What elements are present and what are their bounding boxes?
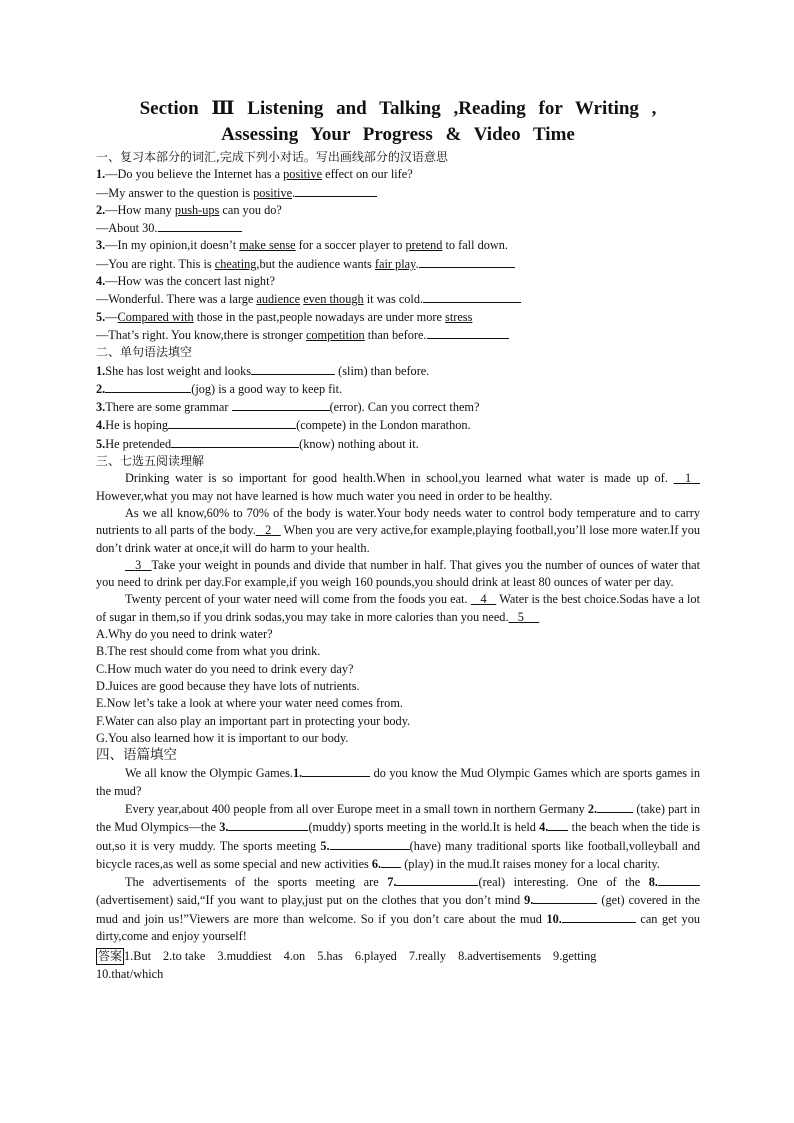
dialog-text: —My answer to the question is xyxy=(96,185,254,200)
blank-number: 3. xyxy=(219,820,229,835)
option-c: C.How much water do you need to drink every day? xyxy=(96,661,354,676)
dialog-text: than before. xyxy=(364,327,427,342)
paragraph-text: Twenty percent of your water need will come from the foods you eat. xyxy=(125,592,468,607)
blank-number: 1. xyxy=(293,766,303,781)
answer-blank[interactable] xyxy=(295,184,377,197)
option-e: E.Now let’s take a look at where your water need comes from. xyxy=(96,696,403,711)
cloze-paragraph-3 xyxy=(96,873,700,945)
dialog-text: those in the past,people nowadays are under more xyxy=(193,309,446,324)
paragraph-text: (take) part in the Mud Olympics—the xyxy=(96,801,700,835)
paragraph-text: Drinking water is so important for good health.When in school,you learned what water is made up of. xyxy=(125,471,668,486)
answer-blank[interactable] xyxy=(381,855,401,868)
part1-heading: 一、复习本部分的词汇,完成下列小对话。写出画线部分的汉语意思 xyxy=(96,150,448,164)
answer-blank[interactable] xyxy=(423,290,521,303)
question-number: 2. xyxy=(96,202,106,217)
sentence-text: There are some grammar xyxy=(105,400,232,415)
page-title xyxy=(96,96,700,148)
paragraph-text: When you are very active,for example,playing football,you’ll lose more water.If you don’t drink water at once,it will do harm to your health. xyxy=(96,523,700,555)
paragraph-text: The advertisements of the sports meeting are xyxy=(125,875,388,890)
underlined-term: push-ups xyxy=(174,202,220,217)
underlined-term: cheating xyxy=(214,256,257,271)
answer-4: 4.on xyxy=(283,949,306,964)
question-number: 3. xyxy=(96,400,106,415)
title-line-2: Assessing Your Progress & Video Time xyxy=(221,124,575,145)
p2-q4 xyxy=(96,416,700,434)
paragraph-text: (get) covered in the mud and join us!”Viewers are more than welcome. So if you don’t care about the mud xyxy=(96,893,701,926)
p1-q3-line-b xyxy=(96,255,700,273)
gap-3[interactable] xyxy=(125,558,152,572)
reading-paragraph-2 xyxy=(96,505,700,557)
blank-number: 2. xyxy=(587,801,598,816)
paragraph-text: (real) interesting. One of the xyxy=(478,875,649,890)
option-d: D.Juices are good because they have lots of nutrients. xyxy=(96,678,360,693)
answer-blank[interactable] xyxy=(168,416,296,429)
sentence-text: (compete) in the London marathon. xyxy=(296,418,471,433)
answer-blank[interactable] xyxy=(158,219,242,232)
underlined-term: make sense xyxy=(239,238,296,253)
question-number: 5. xyxy=(96,309,106,324)
gap-number: 3 xyxy=(135,557,142,572)
p1-q2-line-b xyxy=(96,219,700,237)
reading-paragraph-4 xyxy=(96,591,700,626)
answer-key-label: 答案 xyxy=(98,949,123,964)
p1-q4-line-a xyxy=(96,273,700,290)
p2-q5 xyxy=(96,435,700,453)
dialog-text: —Do you believe the Internet has a xyxy=(105,167,284,182)
sentence-text: He pretended xyxy=(105,436,172,451)
paragraph-text: However,what you may not have learned is how much water you need in order to be healthy. xyxy=(96,488,553,503)
answer-9: 9.getting xyxy=(553,949,597,964)
answer-blank[interactable] xyxy=(251,362,335,375)
p1-q5-line-b xyxy=(96,326,700,344)
paragraph-text: Water is the best choice.Sodas have a lot of sugar in them,so if you drink sodas,you may take in more calories than you need. xyxy=(96,592,700,624)
answer-blank[interactable] xyxy=(419,255,515,268)
p1-q4-line-b xyxy=(96,290,700,308)
sentence-text: (know) nothing about it. xyxy=(299,436,419,451)
sentence-text: (slim) than before. xyxy=(335,363,430,378)
answer-8: 8.advertisements xyxy=(458,949,542,964)
gap-1[interactable] xyxy=(674,471,700,485)
answer-blank[interactable] xyxy=(105,380,191,393)
paragraph-text: Take your weight in pounds and divide that number in half. That gives you the number of ounces of water that you need to drink per day.For example,if you weigh 160 pounds,you should drink at least 80 ounces of water per day. xyxy=(96,557,700,590)
paragraph-text: (advertisement) said,“If you want to play,just put on the clothes that you don’t mind xyxy=(96,893,525,908)
paragraph-text: the beach when the tide is out,so it is very muddy. The sports meeting xyxy=(96,820,701,853)
paragraph-text: We all know the Olympic Games. xyxy=(125,766,293,781)
answer-10: 10.that/which xyxy=(96,966,164,981)
blank-number: 6. xyxy=(371,856,382,871)
title-line-1: Section Ⅲ Listening and Talking ,Reading for Writing , xyxy=(139,98,657,119)
answer-blank[interactable] xyxy=(232,398,330,411)
option-b: B.The rest should come from what you drink. xyxy=(96,644,321,659)
dialog-text: —About 30. xyxy=(96,221,158,236)
dialog-text: —How was the concert last night? xyxy=(105,274,275,289)
cloze-paragraph-2 xyxy=(96,800,700,873)
p2-q2 xyxy=(96,380,700,398)
dialog-text: —You are right. This is xyxy=(96,256,215,271)
answer-blank[interactable] xyxy=(330,837,410,850)
paragraph-text: do you know the Mud Olympic Games which are sports games in the mud? xyxy=(96,766,700,798)
dialog-text: it was cold. xyxy=(363,292,424,307)
answer-6: 6.played xyxy=(354,949,397,964)
gap-number: 4 xyxy=(480,592,487,607)
sentence-text: (error). Can you correct them? xyxy=(329,400,480,415)
blank-number: 8. xyxy=(648,875,658,890)
option-a: A.Why do you need to drink water? xyxy=(96,627,273,642)
blank-number: 5. xyxy=(320,838,330,853)
p2-q3 xyxy=(96,398,700,416)
paragraph-text: can get you dirty,come and enjoy yourself! xyxy=(96,911,700,944)
answer-3: 3.muddiest xyxy=(217,949,272,964)
answer-blank[interactable] xyxy=(302,764,370,777)
question-number: 2. xyxy=(96,381,106,396)
underlined-term: even though xyxy=(303,292,364,307)
gap-number: 5 xyxy=(517,609,524,624)
blank-number: 9. xyxy=(524,893,534,908)
paragraph-text: (have) many traditional sports like football,volleyball and bicycle races,as well as some special and new activities xyxy=(96,838,700,871)
answer-blank[interactable] xyxy=(562,910,636,923)
underlined-term: fair play xyxy=(374,256,416,271)
question-number: 3. xyxy=(96,238,106,253)
blank-number: 7. xyxy=(387,875,397,890)
answer-blank[interactable] xyxy=(228,818,308,831)
p1-q1-line-a xyxy=(96,166,700,183)
answer-key-line xyxy=(96,948,700,965)
part3-heading: 三、七选五阅读理解 xyxy=(96,454,205,469)
answer-blank[interactable] xyxy=(396,873,478,886)
dialog-text: — xyxy=(105,309,118,324)
p1-q3-line-a xyxy=(96,237,700,254)
underlined-term: positive xyxy=(253,185,293,200)
paragraph-text: As we all know,60% to 70% of the body is water.Your body needs water to control body temperature and to carry nutrients to all parts of the body. xyxy=(96,505,700,538)
answer-2: 2.to take xyxy=(163,949,206,964)
sentence-text: (jog) is a good way to keep fit. xyxy=(191,381,343,396)
underlined-term: pretend xyxy=(405,238,443,253)
blank-number: 4. xyxy=(539,820,549,835)
dialog-text: ,but the audience wants xyxy=(256,256,375,271)
answer-blank[interactable] xyxy=(171,435,299,448)
option-g: G.You also learned how it is important to our body. xyxy=(96,730,349,745)
part4-heading: 四、语篇填空 xyxy=(96,747,177,764)
underlined-term: Compared with xyxy=(117,309,194,324)
option-f: F.Water can also play an important part in protecting your body. xyxy=(96,713,411,728)
sentence-text: She has lost weight and looks xyxy=(105,363,252,378)
reading-paragraph-3 xyxy=(96,557,700,592)
dialog-text: . xyxy=(415,256,419,271)
p1-q2-line-a xyxy=(96,202,700,219)
dialog-text: —In my opinion,it doesn’t xyxy=(105,238,240,253)
cloze-paragraph-1 xyxy=(96,764,700,800)
question-number: 4. xyxy=(96,418,106,433)
question-number: 5. xyxy=(96,436,106,451)
gap-2[interactable] xyxy=(256,523,281,537)
dialog-text: —Wonderful. There was a large xyxy=(96,292,257,307)
dialog-text: . xyxy=(292,185,296,200)
gap-5[interactable] xyxy=(509,610,540,624)
question-number: 4. xyxy=(96,274,106,289)
dialog-text: —That’s right. You know,there is stronger xyxy=(96,327,306,342)
question-number: 1. xyxy=(96,167,106,182)
dialog-text: effect on our life? xyxy=(322,167,413,182)
dialog-text: to fall down. xyxy=(442,238,508,253)
gap-number: 1 xyxy=(685,471,692,486)
paragraph-text: (muddy) sports meeting in the world.It is held xyxy=(308,820,540,835)
gap-number: 2 xyxy=(265,523,272,538)
p2-q1 xyxy=(96,362,700,380)
paragraph-text: Every year,about 400 people from all over Europe meet in a small town in northern Germany xyxy=(125,801,588,816)
answer-blank[interactable] xyxy=(533,891,597,904)
part2-heading: 二、单句语法填空 xyxy=(96,345,193,360)
answer-blank[interactable] xyxy=(548,818,568,831)
answer-blank[interactable] xyxy=(427,326,509,339)
underlined-term: competition xyxy=(305,327,365,342)
dialog-text: can you do? xyxy=(219,202,282,217)
sentence-text: He is hoping xyxy=(105,418,169,433)
p1-q1-line-b xyxy=(96,184,700,202)
underlined-term: audience xyxy=(256,292,301,307)
underlined-term: stress xyxy=(445,309,473,324)
answer-blank[interactable] xyxy=(658,873,700,886)
answer-blank[interactable] xyxy=(597,800,633,813)
answer-1: 1.But xyxy=(124,949,152,964)
dialog-text: —How many xyxy=(105,202,175,217)
p1-q5-line-a xyxy=(96,309,700,326)
dialog-text: for a soccer player to xyxy=(295,238,406,253)
answer-7: 7.really xyxy=(408,949,447,964)
worksheet-page xyxy=(96,96,700,983)
blank-number: 10. xyxy=(546,911,562,926)
underlined-term: positive xyxy=(283,167,323,182)
question-number: 1. xyxy=(96,363,106,378)
paragraph-text: (play) in the mud.It raises money for a local charity. xyxy=(404,856,660,871)
answer-5: 5.has xyxy=(317,949,343,964)
gap-4[interactable] xyxy=(471,592,496,606)
reading-paragraph-1 xyxy=(96,470,700,505)
